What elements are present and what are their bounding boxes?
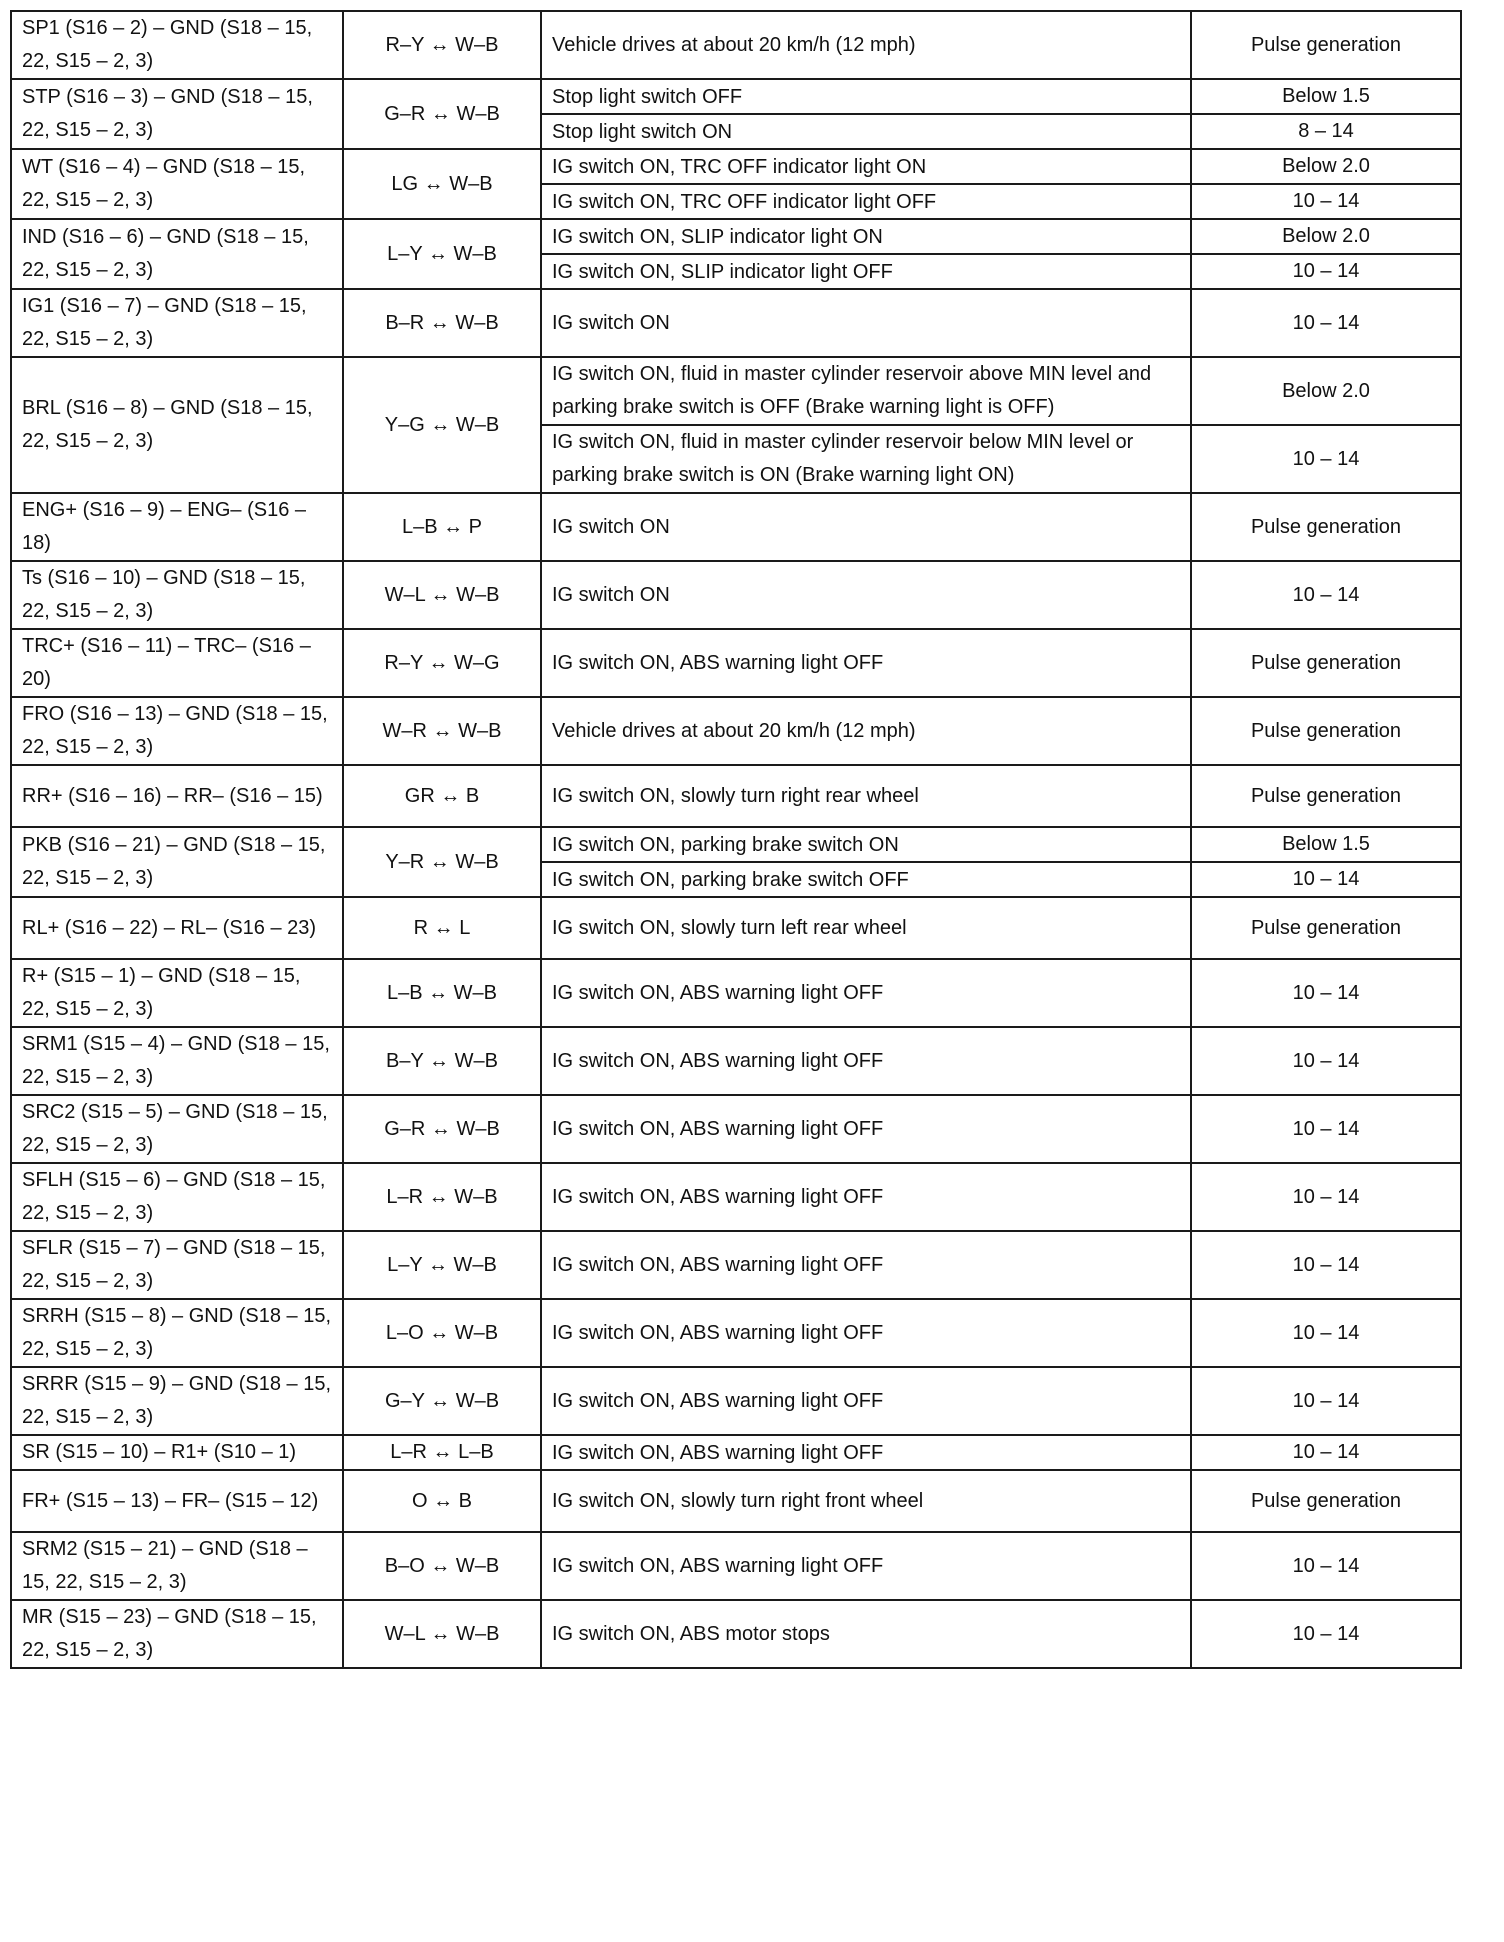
specified-condition-cell: 10 – 14 [1191, 425, 1461, 493]
specified-condition-cell: 10 – 14 [1191, 862, 1461, 897]
specified-condition-cell: Below 1.5 [1191, 79, 1461, 114]
table-row [11, 1231, 1461, 1299]
terminal-cell: TRC+ (S16 – 11) – TRC– (S16 – 20) [11, 629, 343, 697]
condition-cell: IG switch ON, parking brake switch OFF [541, 862, 1191, 897]
wire-color-cell: L–O ↔ W–B [343, 1299, 541, 1367]
terminal-cell: SFLH (S15 – 6) – GND (S18 – 15, 22, S15 – 2, 3) [11, 1163, 343, 1231]
condition-cell: IG switch ON, SLIP indicator light ON [541, 219, 1191, 254]
wire-color-cell: L–B ↔ P [343, 493, 541, 561]
specified-condition-cell: Pulse generation [1191, 765, 1461, 827]
specified-condition-cell: Pulse generation [1191, 697, 1461, 765]
wire-color-cell: G–R ↔ W–B [343, 79, 541, 149]
condition-cell: Vehicle drives at about 20 km/h (12 mph) [541, 11, 1191, 79]
table-row [11, 219, 1461, 254]
wire-color-cell: L–R ↔ L–B [343, 1435, 541, 1470]
terminal-cell: SRRR (S15 – 9) – GND (S18 – 15, 22, S15 – 2, 3) [11, 1367, 343, 1435]
specified-condition-cell: 10 – 14 [1191, 184, 1461, 219]
condition-cell: IG switch ON, fluid in master cylinder reservoir below MIN level or parking brake switch is ON (Brake warning light ON) [541, 425, 1191, 493]
condition-cell: IG switch ON, slowly turn right rear wheel [541, 765, 1191, 827]
condition-cell: IG switch ON, ABS warning light OFF [541, 1231, 1191, 1299]
wire-color-cell: L–Y ↔ W–B [343, 1231, 541, 1299]
table-row [11, 79, 1461, 114]
specified-condition-cell: 10 – 14 [1191, 959, 1461, 1027]
wire-color-cell: GR ↔ B [343, 765, 541, 827]
specified-condition-cell: Pulse generation [1191, 629, 1461, 697]
wire-color-cell: L–B ↔ W–B [343, 959, 541, 1027]
table-row [11, 629, 1461, 697]
wire-color-cell: Y–R ↔ W–B [343, 827, 541, 897]
wire-color-cell: W–L ↔ W–B [343, 561, 541, 629]
wire-color-cell: L–Y ↔ W–B [343, 219, 541, 289]
specified-condition-cell: 10 – 14 [1191, 254, 1461, 289]
specified-condition-cell: 10 – 14 [1191, 1532, 1461, 1600]
table-row [11, 1027, 1461, 1095]
wire-color-cell: G–R ↔ W–B [343, 1095, 541, 1163]
specified-condition-cell: 10 – 14 [1191, 1231, 1461, 1299]
specified-condition-cell: Pulse generation [1191, 11, 1461, 79]
condition-cell: IG switch ON, parking brake switch ON [541, 827, 1191, 862]
wire-color-cell: R ↔ L [343, 897, 541, 959]
condition-cell: IG switch ON [541, 493, 1191, 561]
condition-cell: IG switch ON, ABS warning light OFF [541, 629, 1191, 697]
table-row [11, 1532, 1461, 1600]
terminal-cell: R+ (S15 – 1) – GND (S18 – 15, 22, S15 – 2, 3) [11, 959, 343, 1027]
terminal-cell: SRM2 (S15 – 21) – GND (S18 – 15, 22, S15 – 2, 3) [11, 1532, 343, 1600]
terminal-cell: IND (S16 – 6) – GND (S18 – 15, 22, S15 – 2, 3) [11, 219, 343, 289]
wire-color-cell: W–L ↔ W–B [343, 1600, 541, 1668]
specified-condition-cell: 10 – 14 [1191, 1027, 1461, 1095]
terminal-cell: IG1 (S16 – 7) – GND (S18 – 15, 22, S15 – 2, 3) [11, 289, 343, 357]
table-row [11, 149, 1461, 184]
wire-color-cell: L–R ↔ W–B [343, 1163, 541, 1231]
condition-cell: IG switch ON, ABS warning light OFF [541, 959, 1191, 1027]
terminal-cell: PKB (S16 – 21) – GND (S18 – 15, 22, S15 – 2, 3) [11, 827, 343, 897]
condition-cell: IG switch ON [541, 289, 1191, 357]
table-row [11, 827, 1461, 862]
table-row [11, 493, 1461, 561]
wire-color-cell: Y–G ↔ W–B [343, 357, 541, 493]
wire-color-cell: LG ↔ W–B [343, 149, 541, 219]
condition-cell: IG switch ON, ABS warning light OFF [541, 1532, 1191, 1600]
specified-condition-cell: 10 – 14 [1191, 289, 1461, 357]
condition-cell: IG switch ON, fluid in master cylinder reservoir above MIN level and parking brake switch is OFF (Brake warning light is OFF) [541, 357, 1191, 425]
terminal-cell: SP1 (S16 – 2) – GND (S18 – 15, 22, S15 – 2, 3) [11, 11, 343, 79]
wire-color-cell: B–Y ↔ W–B [343, 1027, 541, 1095]
terminal-cell: SR (S15 – 10) – R1+ (S10 – 1) [11, 1435, 343, 1470]
specified-condition-cell: Pulse generation [1191, 493, 1461, 561]
table-row [11, 561, 1461, 629]
wire-color-cell: G–Y ↔ W–B [343, 1367, 541, 1435]
condition-cell: IG switch ON, ABS warning light OFF [541, 1435, 1191, 1470]
wire-color-cell: B–R ↔ W–B [343, 289, 541, 357]
condition-cell: IG switch ON, slowly turn left rear wheel [541, 897, 1191, 959]
wire-color-cell: W–R ↔ W–B [343, 697, 541, 765]
specified-condition-cell: Pulse generation [1191, 897, 1461, 959]
terminal-inspection-table [10, 10, 1460, 1669]
table-row [11, 11, 1461, 79]
terminal-cell: SRRH (S15 – 8) – GND (S18 – 15, 22, S15 – 2, 3) [11, 1299, 343, 1367]
table-row [11, 1299, 1461, 1367]
table-row [11, 697, 1461, 765]
condition-cell: IG switch ON, TRC OFF indicator light ON [541, 149, 1191, 184]
terminal-cell: FRO (S16 – 13) – GND (S18 – 15, 22, S15 – 2, 3) [11, 697, 343, 765]
condition-cell: IG switch ON, TRC OFF indicator light OFF [541, 184, 1191, 219]
table-row [11, 357, 1461, 425]
table-row [11, 1163, 1461, 1231]
terminal-cell: SFLR (S15 – 7) – GND (S18 – 15, 22, S15 – 2, 3) [11, 1231, 343, 1299]
specified-condition-cell: Below 2.0 [1191, 149, 1461, 184]
condition-cell: IG switch ON, SLIP indicator light OFF [541, 254, 1191, 289]
terminal-cell: SRM1 (S15 – 4) – GND (S18 – 15, 22, S15 – 2, 3) [11, 1027, 343, 1095]
wire-color-cell: B–O ↔ W–B [343, 1532, 541, 1600]
specified-condition-cell: Below 2.0 [1191, 219, 1461, 254]
condition-cell: IG switch ON, ABS warning light OFF [541, 1095, 1191, 1163]
terminal-cell: ENG+ (S16 – 9) – ENG– (S16 – 18) [11, 493, 343, 561]
terminal-cell: Ts (S16 – 10) – GND (S18 – 15, 22, S15 – 2, 3) [11, 561, 343, 629]
specified-condition-cell: 10 – 14 [1191, 561, 1461, 629]
table-row [11, 1470, 1461, 1532]
terminal-cell: WT (S16 – 4) – GND (S18 – 15, 22, S15 – 2, 3) [11, 149, 343, 219]
wire-color-cell: R–Y ↔ W–G [343, 629, 541, 697]
table-row [11, 1095, 1461, 1163]
terminal-cell: RR+ (S16 – 16) – RR– (S16 – 15) [11, 765, 343, 827]
table-row [11, 959, 1461, 1027]
specified-condition-cell: 10 – 14 [1191, 1600, 1461, 1668]
condition-cell: Vehicle drives at about 20 km/h (12 mph) [541, 697, 1191, 765]
specified-condition-cell: 10 – 14 [1191, 1163, 1461, 1231]
condition-cell: IG switch ON, ABS warning light OFF [541, 1163, 1191, 1231]
table-row [11, 1600, 1461, 1668]
table-row [11, 897, 1461, 959]
condition-cell: IG switch ON, ABS warning light OFF [541, 1367, 1191, 1435]
specified-condition-cell: Below 2.0 [1191, 357, 1461, 425]
specified-condition-cell: Pulse generation [1191, 1470, 1461, 1532]
condition-cell: IG switch ON, ABS warning light OFF [541, 1299, 1191, 1367]
terminal-cell: MR (S15 – 23) – GND (S18 – 15, 22, S15 – 2, 3) [11, 1600, 343, 1668]
table-row [11, 289, 1461, 357]
table-row [11, 765, 1461, 827]
specified-condition-cell: Below 1.5 [1191, 827, 1461, 862]
wire-color-cell: O ↔ B [343, 1470, 541, 1532]
specified-condition-cell: 10 – 14 [1191, 1367, 1461, 1435]
condition-cell: IG switch ON [541, 561, 1191, 629]
condition-cell: IG switch ON, ABS warning light OFF [541, 1027, 1191, 1095]
table-body [11, 11, 1461, 1668]
wire-color-cell: R–Y ↔ W–B [343, 11, 541, 79]
terminal-cell: FR+ (S15 – 13) – FR– (S15 – 12) [11, 1470, 343, 1532]
table-row [11, 1367, 1461, 1435]
condition-cell: IG switch ON, slowly turn right front wheel [541, 1470, 1191, 1532]
condition-cell: Stop light switch OFF [541, 79, 1191, 114]
condition-cell: Stop light switch ON [541, 114, 1191, 149]
terminal-cell: STP (S16 – 3) – GND (S18 – 15, 22, S15 – 2, 3) [11, 79, 343, 149]
specified-condition-cell: 10 – 14 [1191, 1095, 1461, 1163]
condition-cell: IG switch ON, ABS motor stops [541, 1600, 1191, 1668]
specified-condition-cell: 10 – 14 [1191, 1435, 1461, 1470]
specified-condition-cell: 10 – 14 [1191, 1299, 1461, 1367]
ecu-terminal-table [10, 10, 1462, 1669]
table-row [11, 1435, 1461, 1470]
specified-condition-cell: 8 – 14 [1191, 114, 1461, 149]
terminal-cell: BRL (S16 – 8) – GND (S18 – 15, 22, S15 – 2, 3) [11, 357, 343, 493]
terminal-cell: SRC2 (S15 – 5) – GND (S18 – 15, 22, S15 – 2, 3) [11, 1095, 343, 1163]
terminal-cell: RL+ (S16 – 22) – RL– (S16 – 23) [11, 897, 343, 959]
